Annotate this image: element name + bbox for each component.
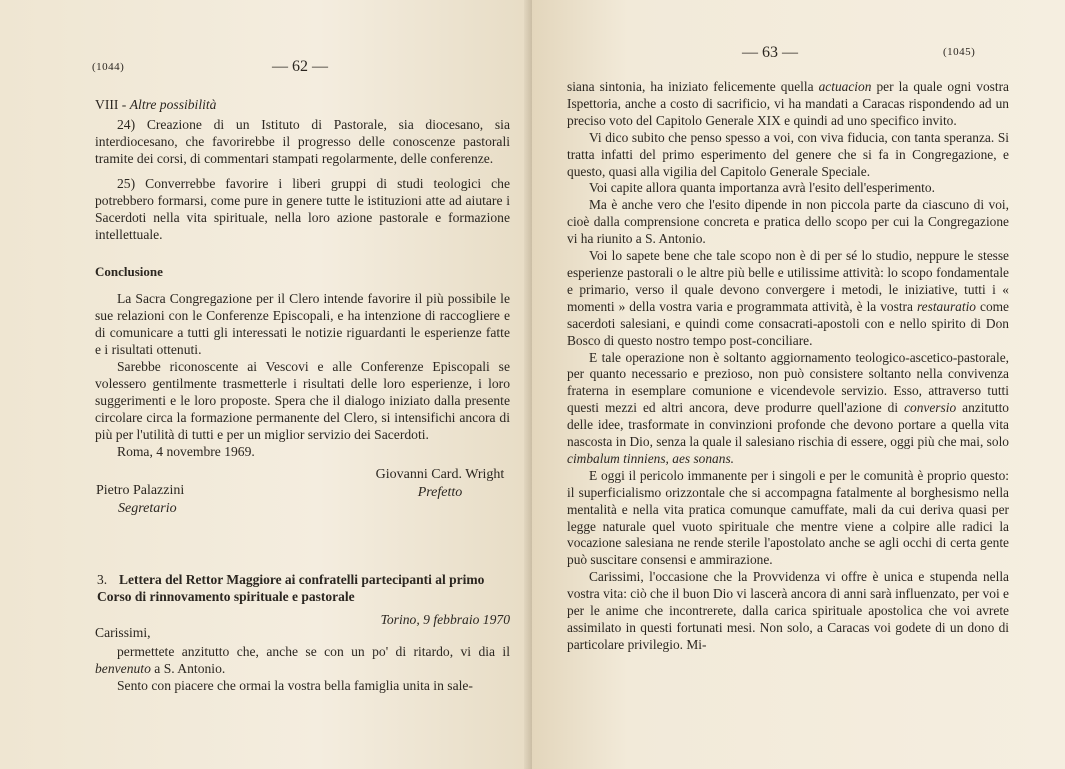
right-paragraph-2: Vi dico subito che penso spesso a voi, con viva fiducia, con tanta speranza. Si tratta infatti del primo esperimento del genere che si fa in Congregazione, e questo, quasi alla vigilia del Capitolo Generale Speciale. — [567, 129, 1009, 179]
right-p6-middle: anzitutto delle idee, trasformate in convinzioni profonde che devono portare a quella vita nascosta in Dio, senza la quale il salesiano rischia di essere, oggi più che mai, solo — [567, 400, 1009, 450]
letter-heading-block — [97, 571, 512, 605]
signature-segretario — [96, 482, 184, 518]
signer-name-palazzini: Pietro Palazzini — [96, 483, 185, 498]
section-heading-title: Altre possibilità — [129, 97, 217, 112]
signer-title-segretario: Segretario — [118, 501, 177, 516]
right-paragraph-3: Voi capite allora quanta importanza avrà l'esito dell'esperimento. — [589, 180, 935, 196]
right-paragraph-7: E oggi il pericolo immanente per i singoli e per le comunità è proprio questo: il superficialismo orizzontale che si accompagna fatalmente al borghesismo nella mentalità e nella vita pratica comunque camuffate, mali da cui deriva quasi per legge naturale quel vuoto spirituale che mentre viene a colpire alle radici la vocazione salesiana ne rende sterile l'apostolato anche se agli occhi di certa gente può suscitare consensi e ammirazione. — [567, 467, 1009, 568]
signer-title-prefetto: Prefetto — [417, 485, 463, 500]
conclusione-paragraph-1: La Sacra Congregazione per il Clero intende favorire il più possibile le sue relazioni con le Conferenze Episcopali, e ha intenzione di raccogliere e di comunicare a tutti gli interessati le notizie riguardanti le esperienze fatte e i risultati ottenuti. — [95, 291, 510, 357]
right-p5-end: come sacerdoti salesiani, e quindi come consacrati-apostoli con e nello spirito di Don Bosco di questo nostro tempo post-conciliare. — [567, 298, 1009, 348]
right-paragraph-6 — [567, 350, 1009, 468]
conclusione-heading: Conclusione — [95, 264, 163, 279]
right-p6-text: E tale operazione non è soltanto aggiornamento teologico-ascetico-pastorale, per quanto necessario e prezioso, non può consistere soltanto nella convivenza fraterna in esemplare comunione e vicendevole servizio. Esso, attraverso tutti questi mezzi ed altri ancora, deve produrre quell'azione di — [567, 349, 1009, 416]
right-p1-italic: actuacion — [818, 79, 872, 94]
right-paragraph-4: Ma è anche vero che l'esito dipende in non piccola parte da ciascuno di voi, cioè dalla comprensione concreta e pratica dello scopo per cui la Congregazione vi ha riunito a S. Antonio. — [567, 197, 1009, 247]
conclusione-text — [95, 290, 510, 460]
date-line: Roma, 4 novembre 1969. — [117, 444, 255, 459]
letter-paragraph-2: Sento con piacere che ormai la vostra bella famiglia unita in sale- — [117, 678, 473, 693]
right-p6-italic: conversio — [904, 400, 957, 416]
section-heading-number: VIII - — [95, 97, 130, 112]
signature-prefetto — [368, 466, 512, 502]
left-folio: (1044) — [92, 61, 125, 73]
letter-p1-italic: benvenuto — [95, 661, 151, 676]
left-page-number: — 62 — — [272, 58, 328, 75]
letter-p1-end: a S. Antonio. — [150, 661, 226, 676]
left-page — [0, 0, 532, 769]
section-heading — [95, 96, 510, 113]
right-folio: (1045) — [943, 46, 976, 58]
letter-place-date: Torino, 9 febbraio 1970 — [380, 612, 510, 627]
paragraph-25: 25) Converrebbe favorire i liberi gruppi di studi teologici che potrebbero formarsi, come pure in genere tutte le istituzioni atte ad aiutare i Sacerdoti nella vita spirituale, nella loro azione pastorale e formazione intellettuale. — [95, 176, 510, 242]
right-body-text — [567, 79, 1009, 654]
right-paragraph-5 — [567, 248, 1009, 349]
right-p5-text: Voi lo sapete bene che tale scopo non è di per sé lo studio, neppure le stesse esperienze pastorali o le altre più belle e utilissime attività: lo scopo fondamentale e primario, verso il quale devono convergere i metodi, le iniziative, tutti i « momenti » della vostra varia e programmata attività, è la vostra — [567, 248, 1009, 314]
letter-paragraph-1 — [95, 643, 510, 677]
salutation: Carissimi, — [95, 625, 151, 640]
right-p1-text: siana sintonia, ha iniziato felicemente quella — [567, 79, 819, 94]
letter-number: 3. — [97, 572, 108, 587]
right-p6-latin: cimbalum tinniens, aes sonans. — [567, 450, 735, 466]
right-paragraph-8: Carissimi, l'occasione che la Provvidenza vi offre è unica e stupenda nella vostra vita: ciò che il buon Dio vi lascerà ancora di anni sarà influenzato, per voi e per le anime che incontrerete, dalla carica spirituale apostolica che voi avrete assimilato in questi fortunati mesi. Non solo, a Caracas voi godete di un dono di particolare privilegio. Mi- — [567, 569, 1009, 652]
right-p5-italic: restauratio — [916, 298, 976, 314]
left-upper-text — [95, 96, 510, 243]
paragraph-24: 24) Creazione di un Istituto di Pastorale, sia diocesano, sia interdiocesano, che favorirebbe il progresso delle conoscenze pastorali tramite dei corsi, di commentari stampati regolarmente, delle conferenze. — [95, 117, 510, 166]
letter-heading: Lettera del Rettor Maggiore ai confratelli partecipanti al primo Corso di rinnovamento spirituale e pastorale — [97, 572, 485, 604]
signer-name-wright: Giovanni Card. Wright — [375, 467, 505, 482]
conclusione-paragraph-2: Sarebbe riconoscente ai Vescovi e alle Conferenze Episcopali se volessero gentilmente trasmetterle i risultati delle loro esperienze, i loro suggerimenti e le loro proposte. Spera che il dialogo iniziato dalla presente circolare circa la formazione permanente del Clero, si intensifichi ancora di più per l'utilità di tutti e per un miglior servizio dei Sacerdoti. — [95, 359, 510, 442]
right-page-number: — 63 — — [742, 44, 798, 61]
right-paragraph-1 — [567, 79, 1009, 130]
right-p1-end: per la quale ogni vostra Ispettoria, anche a costo di sacrificio, vi ha mandati a Caracas rispondendo ad un preciso voto del Capitolo Generale XIX e quindi ad uno specifico invito. — [567, 79, 1009, 128]
right-page — [532, 0, 1065, 769]
letter-start-text — [95, 643, 510, 694]
letter-p1-text: permettete anzitutto che, anche se con un po' di ritardo, vi dia il — [117, 644, 510, 659]
